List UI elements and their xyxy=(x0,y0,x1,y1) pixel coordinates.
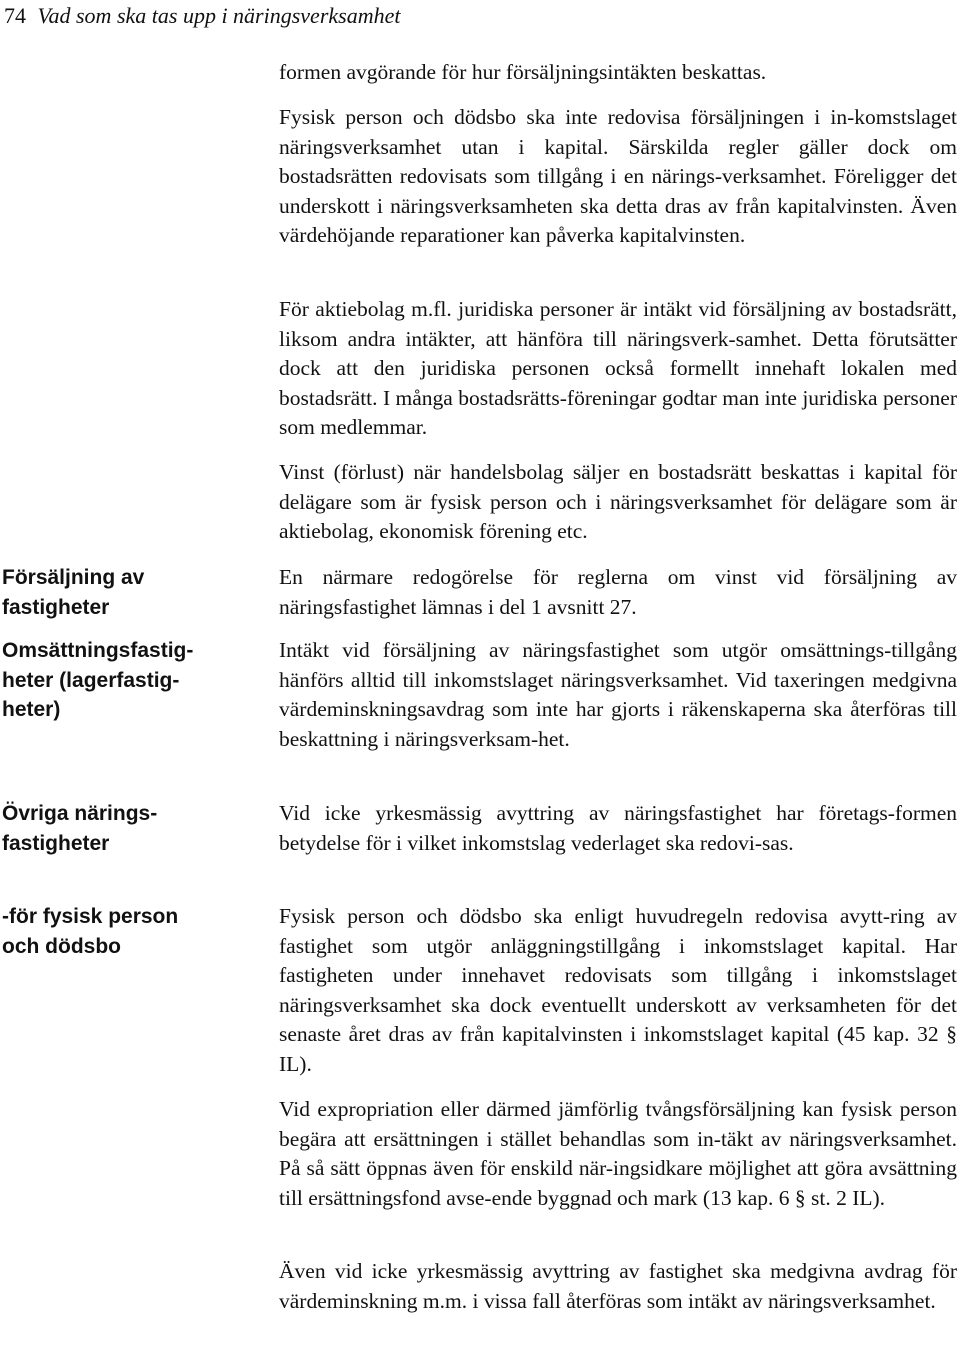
body-paragraph: Fysisk person och dödsbo ska enligt huvudregeln redovisa avytt-ring av fastighet som utgör anläggningstillgång i inkomstslaget kapital. Har fastigheten under innehavet redovisats som tillgång i inkomstslaget näringsverksamhet ska dock eventuellt underskott av verksamheten för det senaste året dras av från kapitalvinsten i inkomstslaget kapital (45 kap. 32 § IL). xyxy=(279,904,957,1076)
body-paragraph: För aktiebolag m.fl. juridiska personer är intäkt vid försäljning av bostadsrätt, liksom andra intäkter, att hänföra till näringsverk-samhet. Detta förutsätter dock att den juridiska personen också formellt innehaft lokalen med bostadsrätt. I många bostadsrätts-föreningar godtar man inte juridiska personer som medlemmar. xyxy=(279,297,957,439)
body-paragraph: Intäkt vid försäljning av näringsfastighet som utgör omsättnings-tillgång hänförs alltid till inkomstslaget näringsverksamhet. Vid taxeringen medgivna värdeminskningsavdrag som inte har gjorts i räkenskaperna ska återföras till beskattning i näringsverksam-het. xyxy=(279,638,957,751)
sidebar-heading-other-business-properties: Övriga närings-fastigheter xyxy=(2,802,158,855)
body-paragraph: Vinst (förlust) när handelsbolag säljer en bostadsrätt beskattas i kapital för delägare som är fysisk person och i näringsverksamhet för delägare som är aktiebolag, ekonomisk förening etc. xyxy=(279,460,957,543)
body-paragraph: Fysisk person och dödsbo ska inte redovisa försäljningen i in-komstslaget näringsverksamhet utan i kapital. Särskilda regler gäller dock om bostadsrätten redovisats som tillgång i en närings-verksamhet. Föreligger det underskott i näringsverksamheten ska detta dras av från kapitalvinsten. Även värdehöjande reparationer kan påverka kapitalvinsten. xyxy=(279,105,957,247)
sidebar-heading-inventory-properties: Omsättningsfastig-heter (lagerfastig-heter) xyxy=(2,639,194,721)
body-paragraph: Även vid icke yrkesmässig avyttring av fastighet ska medgivna avdrag för värdeminskning m.m. i vissa fall återföras som intäkt av näringsverksamhet. xyxy=(279,1259,957,1313)
body-paragraph: En närmare redogörelse för reglerna om vinst vid försäljning av näringsfastighet lämnas i del 1 avsnitt 27. xyxy=(279,565,957,619)
page-number: 74 xyxy=(4,3,26,28)
sidebar-heading-sale-of-properties: Försäljning av fastigheter xyxy=(2,566,145,619)
body-paragraph: Vid expropriation eller därmed jämförlig tvångsförsäljning kan fysisk person begära att ersättningen i stället behandlas som in-täkt av näringsverksamhet. På så sätt öppnas även för enskild när-ingsidkare möjlighet att göra avsättning till ersättningsfond avse-ende byggnad och mark (13 kap. 6 § st. 2 IL). xyxy=(279,1097,957,1210)
sidebar-heading-physical-person-estate: -för fysisk person och dödsbo xyxy=(2,905,179,958)
body-paragraph: formen avgörande för hur försäljningsintäkten beskattas. xyxy=(279,60,767,84)
running-header xyxy=(4,2,400,30)
running-title: Vad som ska tas upp i näringsverksamhet xyxy=(37,3,401,28)
body-paragraph: Vid icke yrkesmässig avyttring av näringsfastighet har företags-formen betydelse för i vilket inkomstslag vederlaget ska redovi-sas. xyxy=(279,801,957,855)
